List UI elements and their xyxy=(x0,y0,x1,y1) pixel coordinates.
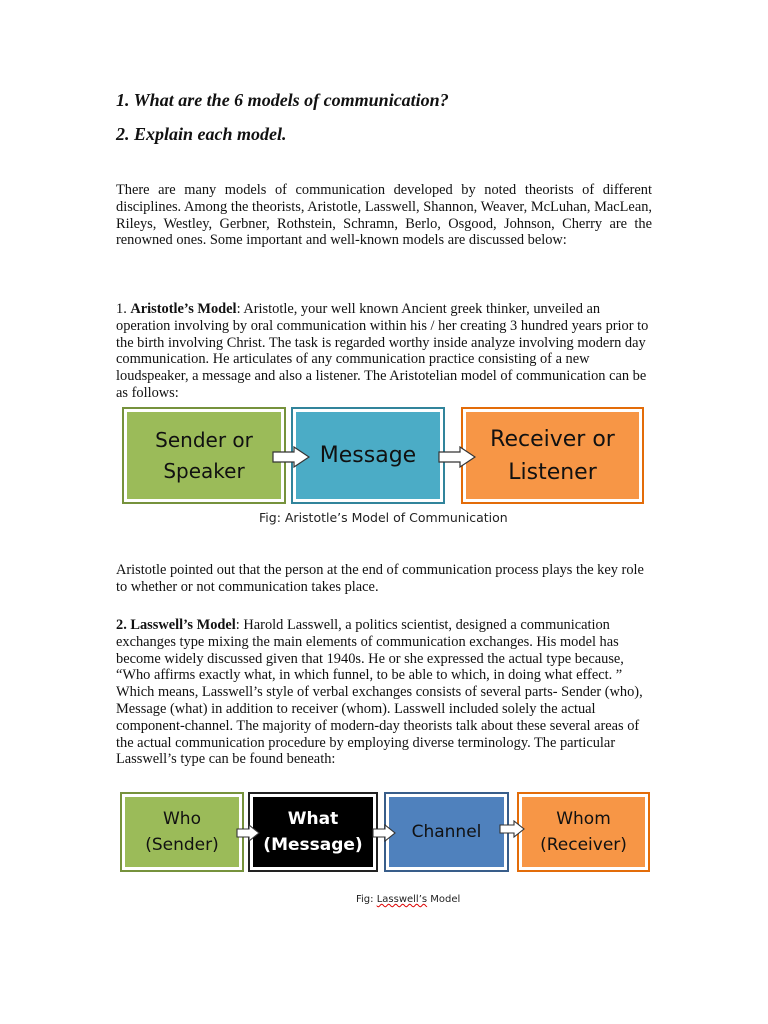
lasswell-channel-box xyxy=(386,794,507,870)
whom-line2: (Receiver) xyxy=(540,835,627,855)
right-arrow-icon xyxy=(372,824,396,842)
what-line1: What xyxy=(287,809,339,829)
channel-label: Channel xyxy=(411,822,482,842)
whom-line1: Whom xyxy=(556,809,611,829)
question-2-heading: 2. Explain each model. xyxy=(116,124,287,144)
lasswell-number: 2. xyxy=(116,617,131,633)
lasswell-figure-caption xyxy=(356,894,460,905)
intro-paragraph: There are many models of communication developed by noted theorists of different disciplines. Among the theorists, Aristotle, Lasswell, Shannon, Weaver, McLuhan, MacLean, Rileys, Westley, Gerbner, Rothstein, Schramn, Berlo, Osgood, Johnson, Cherry are the renowned ones. Some important and well-known models are discussed below: xyxy=(116,182,652,249)
question-1-heading: 1. What are the 6 models of communication? xyxy=(116,90,449,110)
sender-line2: Speaker xyxy=(163,458,245,483)
receiver-line1: Receiver or xyxy=(490,426,615,452)
caption-prefix: Fig: xyxy=(356,894,377,905)
aristotle-title: Aristotle’s Model xyxy=(130,301,237,317)
caption-lasswell-word: Lasswell’s xyxy=(376,894,428,905)
aristotle-figure-caption: Fig: Aristotle’s Model of Communication xyxy=(259,510,508,525)
message-label: Message xyxy=(319,443,417,468)
receiver-line2: Listener xyxy=(508,459,597,485)
aristotle-number: 1. xyxy=(116,301,131,317)
lasswell-what-box xyxy=(250,794,376,870)
caption-suffix: Model xyxy=(427,894,461,905)
right-arrow-icon xyxy=(499,820,525,838)
lasswell-title: Lasswell’s Model xyxy=(130,617,236,633)
aristotle-body: : Aristotle, your well known Ancient greek thinker, unveiled an operation involving by oral communication within his / her creating 3 hundred years prior to the birth involving Christ. The task is regarded worthy inside analyze involving modern day communication. He articulates of any communication practice consisting of a new loudspeaker, a message and also a listener. The Aristotelian model of communication can be as follows: xyxy=(116,301,649,401)
lasswell-paragraph xyxy=(116,617,652,768)
who-line2: (Sender) xyxy=(145,835,219,855)
aristotle-sender-box xyxy=(124,409,284,502)
right-arrow-icon xyxy=(272,446,310,468)
sender-line1: Sender or xyxy=(155,427,253,452)
what-line2: (Message) xyxy=(263,835,363,855)
lasswell-body: : Harold Lasswell, a politics scientist, designed a communication exchanges type mixing the main elements of communication exchanges. His model has become widely discussed given that 1940s. He or she expressed the actual type because, “Who affirms exactly what, in which funnel, to be able to which, in doing what effect. ” Which means, Lasswell’s style of verbal exchanges consists of several parts- Sender (who), Message (what) in addition to receiver (whom). Lasswell included solely the actual component-channel. The majority of modern-day theorists talk about these several areas of the actual communication procedure by employing diverse terminology. The particular Lasswell’s type can be found beneath: xyxy=(116,617,643,768)
lasswell-who-box xyxy=(122,794,242,870)
aristotle-paragraph xyxy=(116,301,652,402)
right-arrow-icon xyxy=(236,824,260,842)
right-arrow-icon xyxy=(438,446,476,468)
aristotle-note-paragraph: Aristotle pointed out that the person at the end of communication process plays the key role to whether or not communication takes place. xyxy=(116,562,644,595)
lasswell-whom-box xyxy=(519,794,648,870)
aristotle-message-box xyxy=(293,409,443,502)
who-line1: Who xyxy=(163,809,201,829)
aristotle-receiver-box xyxy=(463,409,642,502)
